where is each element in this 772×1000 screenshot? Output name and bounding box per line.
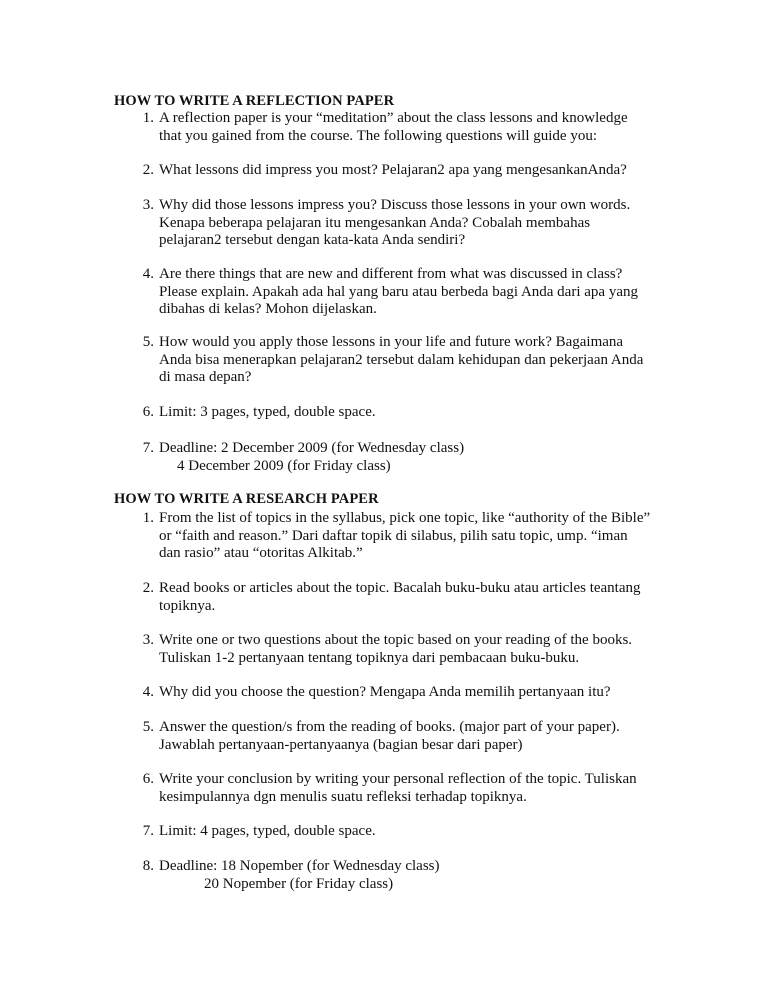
item-number: 1. xyxy=(142,510,154,526)
item-line: Write one or two questions about the topic based on your reading of the books. xyxy=(159,632,633,648)
item-line: Why did those lessons impress you? Discuss those lessons in your own words. xyxy=(159,197,631,213)
item-line: Answer the question/s from the reading of books. (major part of your paper). xyxy=(159,719,620,735)
item-line: dan rasio” atau “otoritas Alkitab.” xyxy=(159,545,363,561)
item-line: Deadline: 2 December 2009 (for Wednesday class) xyxy=(159,440,465,456)
item-line: From the list of topics in the syllabus, pick one topic, like “authority of the Bible” xyxy=(159,510,651,526)
item-number: 3. xyxy=(142,632,154,648)
item-line: What lessons did impress you most? Pelajaran2 apa yang mengesankanAnda? xyxy=(159,162,627,178)
item-number: 2. xyxy=(142,162,154,178)
item-line: kesimpulannya dgn menulis suatu refleksi terhadap topiknya. xyxy=(159,788,527,805)
item-line: 4 December 2009 (for Friday class) xyxy=(177,457,391,474)
item-line: Are there things that are new and different from what was discussed in class? xyxy=(159,266,623,282)
item-number: 6. xyxy=(142,771,154,787)
item-number: 6. xyxy=(142,404,154,420)
item-number: 5. xyxy=(142,334,154,350)
item-line: or “faith and reason.” Dari daftar topik di silabus, pilih satu topic, ump. “iman xyxy=(159,527,628,544)
item-number: 1. xyxy=(142,110,154,126)
item-line: Write your conclusion by writing your personal reflection of the topic. Tuliskan xyxy=(159,771,637,787)
research-heading: HOW TO WRITE A RESEARCH PAPER xyxy=(114,491,379,507)
item-line: Please explain. Apakah ada hal yang baru atau berbeda bagi Anda dari apa yang xyxy=(159,283,638,300)
item-line: dibahas di kelas? Mohon dijelaskan. xyxy=(159,301,377,317)
item-number: 4. xyxy=(142,684,154,700)
item-line: Kenapa beberapa pelajaran itu mengesankan Anda? Cobalah membahas xyxy=(159,214,591,231)
item-line: Anda bisa menerapkan pelajaran2 tersebut dalam kehidupan dan pekerjaan Anda xyxy=(159,351,644,368)
item-number: 8. xyxy=(142,858,154,874)
item-number: 5. xyxy=(142,719,154,735)
item-line: Limit: 4 pages, typed, double space. xyxy=(159,823,376,839)
item-line: Deadline: 18 Nopember (for Wednesday class) xyxy=(159,858,440,874)
item-number: 7. xyxy=(142,823,154,839)
item-number: 3. xyxy=(142,197,154,213)
reflection-heading: HOW TO WRITE A REFLECTION PAPER xyxy=(114,93,395,109)
item-line: topiknya. xyxy=(159,597,216,614)
item-line: Limit: 3 pages, typed, double space. xyxy=(159,404,376,420)
item-number: 7. xyxy=(142,440,154,456)
item-line: Tuliskan 1-2 pertanyaan tentang topiknya dari pembacaan buku-buku. xyxy=(159,649,580,666)
item-line: Read books or articles about the topic. Bacalah buku-buku atau articles teantang xyxy=(159,580,641,596)
item-number: 2. xyxy=(142,580,154,596)
item-line: How would you apply those lessons in your life and future work? Bagaimana xyxy=(159,334,624,350)
item-line: A reflection paper is your “meditation” about the class lessons and knowledge xyxy=(159,110,628,126)
item-line: Why did you choose the question? Mengapa Anda memilih pertanyaan itu? xyxy=(159,684,611,700)
item-number: 4. xyxy=(142,266,154,282)
item-line: 20 Nopember (for Friday class) xyxy=(204,875,394,892)
item-line: that you gained from the course. The following questions will guide you: xyxy=(159,127,597,144)
item-line: Jawablah pertanyaan-pertanyaanya (bagian besar dari paper) xyxy=(159,736,523,753)
item-line: di masa depan? xyxy=(159,369,252,385)
item-line: pelajaran2 tersebut dengan kata-kata Anda sendiri? xyxy=(159,232,466,248)
